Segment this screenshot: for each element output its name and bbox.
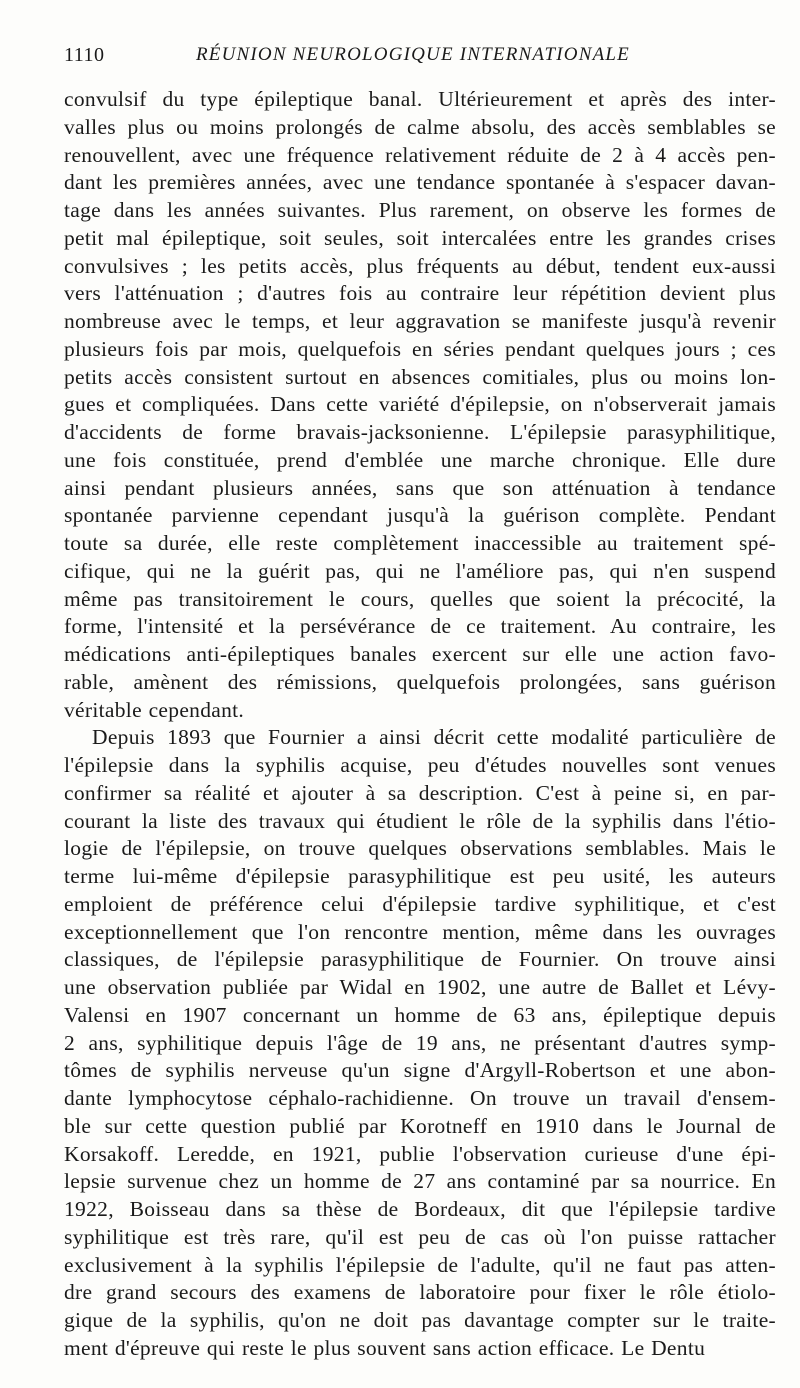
- text-line: terme lui-même d'épilepsie parasyphilitique est peu usité, les auteurs: [64, 864, 776, 888]
- text-line: petit mal épileptique, soit seules, soit intercalées entre les grandes crises: [64, 225, 776, 250]
- text-line: tômes de syphilis nerveuse qu'un signe d'Argyll-Robertson et une abon-: [64, 1058, 776, 1083]
- running-title: RÉUNION NEUROLOGIQUE INTERNATIONALE: [196, 44, 630, 65]
- text-line: courant la liste des travaux qui étudient le rôle de la syphilis dans l'étio-: [64, 808, 776, 833]
- text-line: confirmer sa réalité et ajouter à sa description. C'est à peine si, en par-: [64, 780, 776, 805]
- text-line: gique de la syphilis, qu'on ne doit pas davantage compter sur le traite-: [64, 1308, 776, 1332]
- text-line: vers l'atténuation ; d'autres fois au contraire leur répétition devient plus: [64, 281, 776, 306]
- text-line: syphilitique est très rare, qu'il est peu de cas où l'on puisse rattacher: [64, 1224, 776, 1249]
- text-line: Depuis 1893 que Fournier a ainsi décrit cette modalité particulière de: [92, 725, 776, 750]
- text-line: plusieurs fois par mois, quelquefois en séries pendant quelques jours ; ces: [64, 336, 776, 361]
- text-line: Valensi en 1907 concernant un homme de 63 ans, épileptique depuis: [64, 1002, 776, 1027]
- text-line: même pas transitoirement le cours, quelles que soient la précocité, la: [64, 586, 776, 611]
- text-line: spontanée parvienne cependant jusqu'à la guérison complète. Pendant: [64, 503, 776, 528]
- text-line: ainsi pendant plusieurs années, sans que son atténuation à tendance: [64, 475, 776, 500]
- text-line: d'accidents de forme bravais-jacksonienne. L'épilepsie parasyphilitique,: [64, 420, 776, 444]
- text-line: valles plus ou moins prolongés de calme absolu, des accès semblables se: [64, 114, 776, 139]
- text-line: gues et compliquées. Dans cette variété d'épilepsie, on n'observerait jamais: [64, 392, 776, 417]
- text-line: dante lymphocytose céphalo-rachidienne. On trouve un travail d'ensem-: [64, 1086, 776, 1110]
- text-line: cifique, qui ne la guérit pas, qui ne l'améliore pas, qui n'en suspend: [64, 558, 776, 583]
- text-line: emploient de préférence celui d'épilepsie tardive syphilitique, et c'est: [64, 891, 776, 916]
- text-line: ble sur cette question publié par Korotneff en 1910 dans le Journal de: [64, 1113, 776, 1138]
- text-line: ment d'épreuve qui reste le plus souvent sans action efficace. Le Dentu: [64, 1335, 706, 1360]
- text-line: tage dans les années suivantes. Plus rarement, on observe les formes de: [64, 198, 776, 222]
- text-line: renouvellent, avec une fréquence relativement réduite de 2 à 4 accès pen-: [64, 142, 776, 167]
- text-line: dant les premières années, avec une tendance spontanée à s'espacer davan-: [64, 170, 776, 195]
- text-line: petits accès consistent surtout en absences comitiales, plus ou moins lon-: [64, 364, 776, 389]
- text-line: convulsives ; les petits accès, plus fréquents au début, tendent eux-aussi: [64, 253, 776, 278]
- text-line: Korsakoff. Leredde, en 1921, publie l'observation curieuse d'une épi-: [64, 1141, 776, 1166]
- page-header: [64, 44, 760, 74]
- text-line: 1922, Boisseau dans sa thèse de Bordeaux, dit que l'épilepsie tardive: [64, 1197, 776, 1221]
- paragraph: [64, 86, 776, 724]
- text-line: forme, l'intensité et la persévérance de ce traitement. Au contraire, les: [64, 614, 776, 639]
- text-line: nombreuse avec le temps, et leur aggravation se manifeste jusqu'à revenir: [64, 309, 776, 333]
- text-line: dre grand secours des examens de laboratoire pour fixer le rôle étiolo-: [64, 1280, 776, 1305]
- text-line: véritable cependant.: [64, 697, 245, 722]
- text-line: une observation publiée par Widal en 1902, une autre de Ballet et Lévy-: [64, 975, 776, 999]
- text-line: toute sa durée, elle reste complètement inaccessible au traitement spé-: [64, 531, 776, 555]
- text-line: une fois constituée, prend d'emblée une marche chronique. Elle dure: [64, 447, 776, 472]
- text-line: logie de l'épilepsie, on trouve quelques observations semblables. Mais le: [64, 836, 776, 861]
- text-line: rable, amènent des rémissions, quelquefois prolongées, sans guérison: [64, 669, 776, 694]
- text-line: 2 ans, syphilitique depuis l'âge de 19 ans, ne présentant d'autres symp-: [64, 1030, 776, 1055]
- text-line: classiques, de l'épilepsie parasyphilitique de Fournier. On trouve ainsi: [64, 947, 776, 972]
- text-line: l'épilepsie dans la syphilis acquise, peu d'études nouvelles sont venues: [64, 753, 776, 777]
- text-line: exceptionnellement que l'on rencontre mention, même dans les ouvrages: [64, 919, 776, 944]
- page-number: 1110: [64, 44, 105, 66]
- text-line: lepsie survenue chez un homme de 27 ans contaminé par sa nourrice. En: [64, 1169, 776, 1194]
- text-line: convulsif du type épileptique banal. Ultérieurement et après des inter-: [64, 87, 776, 111]
- text-line: exclusivement à la syphilis l'épilepsie de l'adulte, qu'il ne faut pas atten-: [64, 1252, 776, 1277]
- text-line: médications anti-épileptiques banales exercent sur elle une action favo-: [64, 642, 776, 666]
- paragraph: [64, 724, 776, 1362]
- body-text: [64, 86, 776, 1363]
